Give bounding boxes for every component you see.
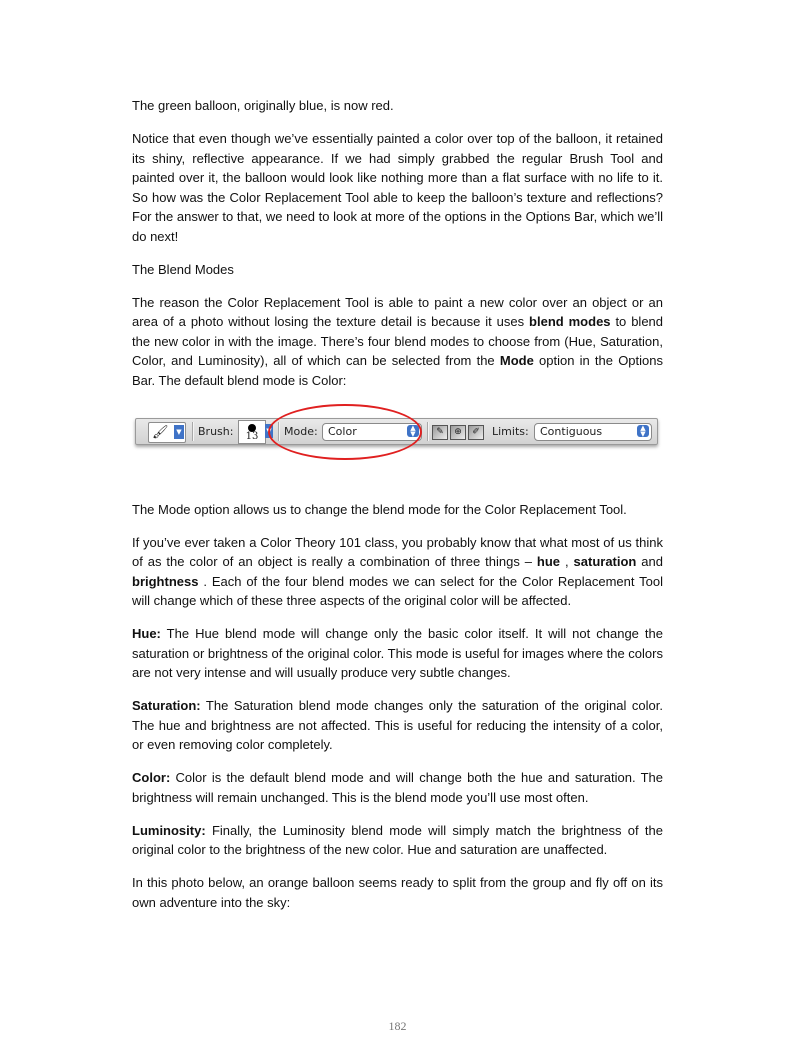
text-run: , [560, 554, 574, 569]
bold-term: Saturation: [132, 698, 201, 713]
divider [427, 422, 429, 441]
paragraph-intro: The green balloon, originally blue, is now red. [132, 98, 394, 113]
bold-term: blend modes [529, 314, 611, 329]
paragraph-luminosity [132, 821, 663, 860]
sampling-once-icon[interactable]: ⊕ [450, 425, 466, 440]
select-arrows-icon: ▲ ▼ [407, 425, 419, 437]
paragraph-color [132, 768, 663, 807]
bold-term: Hue: [132, 626, 161, 641]
brush-dropdown-arrow-icon[interactable]: ▼ [265, 424, 273, 438]
text-run: The Saturation blend mode changes only the saturation of the original color. The hue and brightness are not affected. This is useful for reducing the intensity of a color, or even removing color completely. [132, 698, 663, 752]
bold-term: saturation [573, 554, 637, 569]
section-heading: The Blend Modes [132, 261, 234, 277]
text-run: and [636, 554, 663, 569]
text-run: The Hue blend mode will change only the basic color itself. It will not change the saturation or brightness of the original color. This mode is useful for images where the colors are not very intense and will usually produce very subtle changes. [132, 626, 663, 680]
bold-term: brightness [132, 573, 199, 589]
divider [192, 422, 194, 441]
limits-label: Limits: [492, 424, 529, 438]
mode-label: Mode: [284, 424, 318, 438]
paragraph-blend-modes [132, 293, 663, 391]
tool-preset-button[interactable] [148, 422, 186, 443]
text-run: The reason the Color Replacement Tool is able to paint a new color over an object or an area of a photo without losing the texture detail is because it uses [132, 294, 663, 329]
paragraph-shiny: Notice that even though we’ve essentially painted a color over top of the balloon, it retained its shiny, reflective appearance. If we had simply grabbed the regular Brush Tool and painted over it, the balloon would look like nothing more than a flat surface with no life to it. So how was the Color Replacement Tool able to keep the balloon’s texture and reflections? For the answer to that, we need to look at more of the options in the Options Bar, which we’ll do next! [132, 131, 663, 244]
brush-size: 13 [245, 430, 259, 442]
mode-highlight-circle [268, 404, 422, 460]
bold-term: Mode [499, 353, 534, 368]
paragraph-saturation [132, 696, 663, 755]
text-run: to blend the new color in with the image. There’s four blend modes to choose from (Hue, Saturation, Color, and Luminosity), all of which can be selected from the [132, 314, 664, 368]
text-run: Color is the default blend mode and will change both the hue and saturation. The brightness will remain unchanged. This is the blend mode you’ll use most often. [132, 770, 663, 805]
limits-select[interactable] [534, 423, 652, 441]
brush-label: Brush: [198, 424, 234, 438]
paragraph-color-theory [132, 533, 663, 611]
brush-picker[interactable] [238, 420, 266, 444]
mode-value: Color [328, 424, 357, 438]
text-run: option in the Options Bar. The default blend mode is Color: [132, 353, 663, 388]
bold-term: Luminosity: [132, 822, 206, 838]
sampling-continuous-icon[interactable]: ✎ [432, 425, 448, 440]
text-run: . Each of the four blend modes we can select for the Color Replacement Tool will change which of these three aspects of the original color will be affected. [132, 573, 663, 608]
color-replacement-brush-icon: 🖌 [152, 424, 169, 440]
bold-term: hue [536, 554, 561, 569]
text-run: Finally, the Luminosity blend mode will simply match the brightness of the original color to the brightness of the new color. Hue and saturation are unaffected. [132, 822, 663, 857]
sampling-background-icon[interactable]: ✐ [468, 425, 484, 440]
page-number: 182 [388, 1019, 407, 1033]
document-page [132, 96, 663, 926]
paragraph-mode-option: The Mode option allows us to change the blend mode for the Color Replacement Tool. [132, 501, 627, 517]
select-arrows-icon: ▲ ▼ [637, 425, 649, 437]
paragraph-orange-balloon: In this photo below, an orange balloon seems ready to split from the group and fly off on its own adventure into the sky: [132, 875, 663, 910]
bold-term: Color: [132, 770, 171, 785]
dropdown-arrow-icon: ▼ [174, 425, 184, 439]
text-run: If you’ve ever taken a Color Theory 101 class, you probably know that what most of us think of as the color of an object is really a combination of three things – [132, 534, 663, 569]
limits-value: Contiguous [540, 424, 603, 438]
paragraph-hue [132, 624, 663, 683]
options-bar-figure [135, 404, 663, 462]
